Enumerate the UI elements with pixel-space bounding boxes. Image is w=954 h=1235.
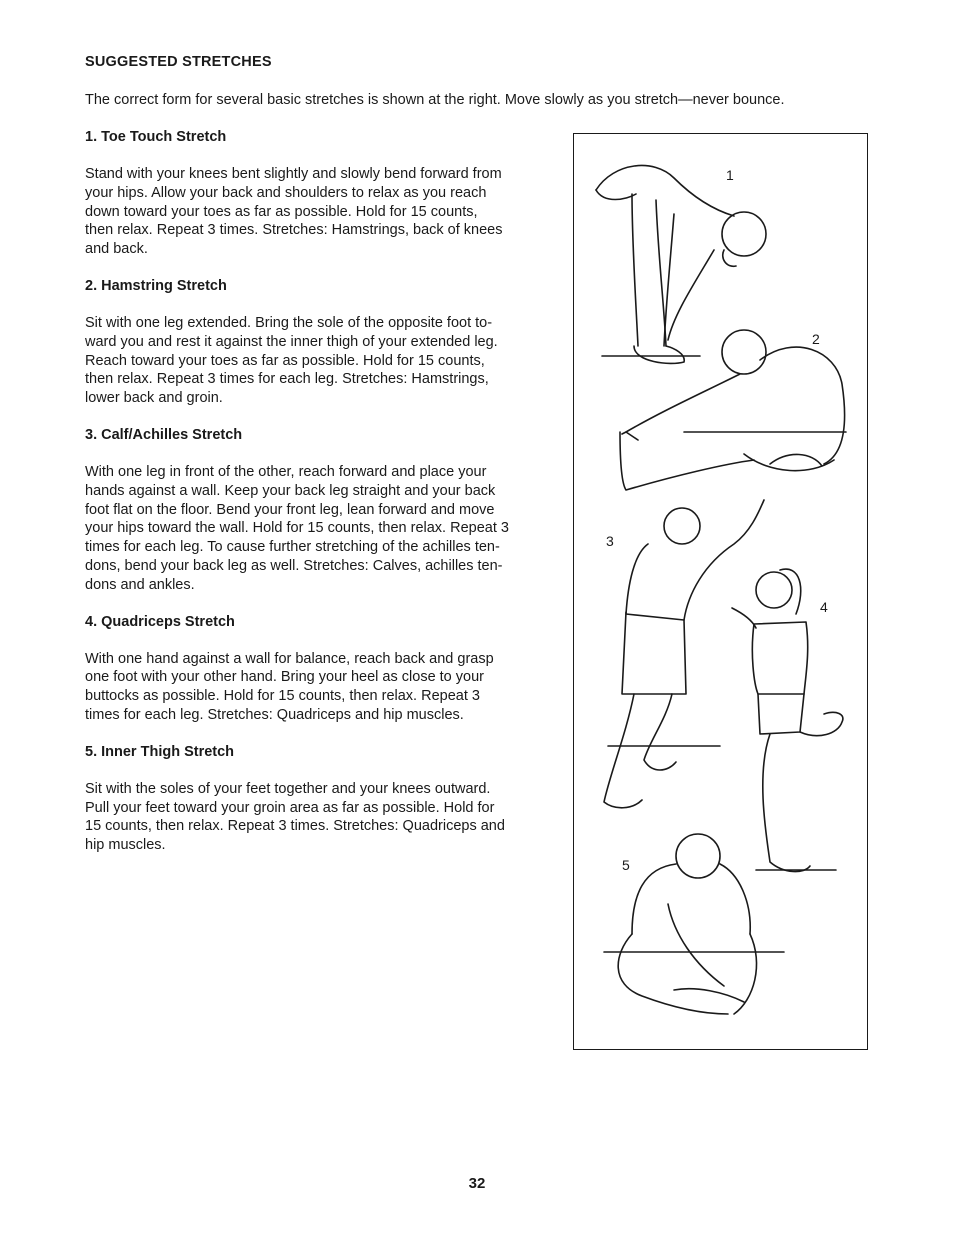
body-line: dons and ankles. xyxy=(85,576,195,593)
body-line: ward you and rest it against the inner thigh of your extended leg. xyxy=(85,333,498,350)
calf-stretch-illustration xyxy=(604,500,764,808)
body-line: Reach toward your toes as far as possible. Hold for 15 counts, xyxy=(85,352,485,369)
body-line: times for each leg. To cause further stretching of the achilles ten- xyxy=(85,539,500,556)
body-line: your hips. Allow your back and shoulders to relax as you reach xyxy=(85,184,487,201)
figure-label-3: 3 xyxy=(606,533,614,549)
body-line: foot flat on the floor. Bend your front leg, lean forward and move xyxy=(85,501,495,518)
section-toe-touch xyxy=(85,128,547,259)
figure-label-5: 5 xyxy=(622,857,630,873)
body-line: With one leg in front of the other, reach forward and place your xyxy=(85,463,487,480)
section-title: 2. Hamstring Stretch xyxy=(85,277,227,294)
body-line: hip muscles. xyxy=(85,837,166,854)
page-heading: SUGGESTED STRETCHES xyxy=(85,54,272,70)
section-title: 5. Inner Thigh Stretch xyxy=(85,743,235,760)
body-line: With one hand against a wall for balance, reach back and grasp xyxy=(85,650,494,667)
body-line: times for each leg. Stretches: Quadriceps and hip muscles. xyxy=(85,706,464,723)
section-body xyxy=(85,314,547,408)
body-line: Sit with the soles of your feet together and your knees outward. xyxy=(85,780,491,797)
section-hamstring xyxy=(85,277,547,408)
instructions-column xyxy=(85,128,547,873)
section-title: 1. Toe Touch Stretch xyxy=(85,129,227,145)
body-line: then relax. Repeat 3 times for each leg. Stretches: Hamstrings, xyxy=(85,371,489,388)
section-body xyxy=(85,780,547,855)
section-title: 4. Quadriceps Stretch xyxy=(85,613,235,630)
section-calf-achilles xyxy=(85,426,547,595)
body-line: and back. xyxy=(85,241,148,258)
figure-label-2: 2 xyxy=(812,331,820,347)
section-quadriceps xyxy=(85,613,547,725)
toe-touch-illustration xyxy=(596,166,766,364)
body-line: dons, bend your back leg as well. Stretches: Calves, achilles ten- xyxy=(85,557,503,574)
body-line: hands against a wall. Keep your back leg straight and your back xyxy=(85,482,496,499)
body-line: then relax. Repeat 3 times. Stretches: Hamstrings, back of knees xyxy=(85,222,503,239)
page-number: 32 xyxy=(468,1175,486,1192)
body-line: buttocks as possible. Hold for 15 counts, then relax. Repeat 3 xyxy=(85,688,480,705)
body-line: down toward your toes as far as possible. Hold for 15 counts, xyxy=(85,203,478,220)
intro-paragraph: The correct form for several basic stretches is shown at the right. Move slowly as you stretch—never bounce. xyxy=(85,92,785,108)
section-body xyxy=(85,165,547,259)
hamstring-stretch-illustration xyxy=(620,330,846,490)
inner-thigh-stretch-illustration xyxy=(604,834,784,1014)
body-line: Pull your feet toward your groin area as far as possible. Hold for xyxy=(85,799,495,816)
stretch-illustrations xyxy=(573,133,868,1050)
figure-label-1: 1 xyxy=(726,167,734,183)
figure-label-4: 4 xyxy=(820,599,828,615)
section-title: 3. Calf/Achilles Stretch xyxy=(85,426,243,443)
section-body xyxy=(85,463,547,595)
body-line: Stand with your knees bent slightly and slowly bend forward from xyxy=(85,166,502,182)
section-inner-thigh xyxy=(85,743,547,855)
body-line: Sit with one leg extended. Bring the sole of the opposite foot to- xyxy=(85,314,493,331)
body-line: your hips toward the wall. Hold for 15 counts, then relax. Repeat 3 xyxy=(85,520,509,537)
section-body xyxy=(85,650,547,725)
body-line: 15 counts, then relax. Repeat 3 times. Stretches: Quadriceps and xyxy=(85,818,505,835)
body-line: one foot with your other hand. Bring your heel as close to your xyxy=(85,669,484,686)
body-line: lower back and groin. xyxy=(85,390,223,407)
